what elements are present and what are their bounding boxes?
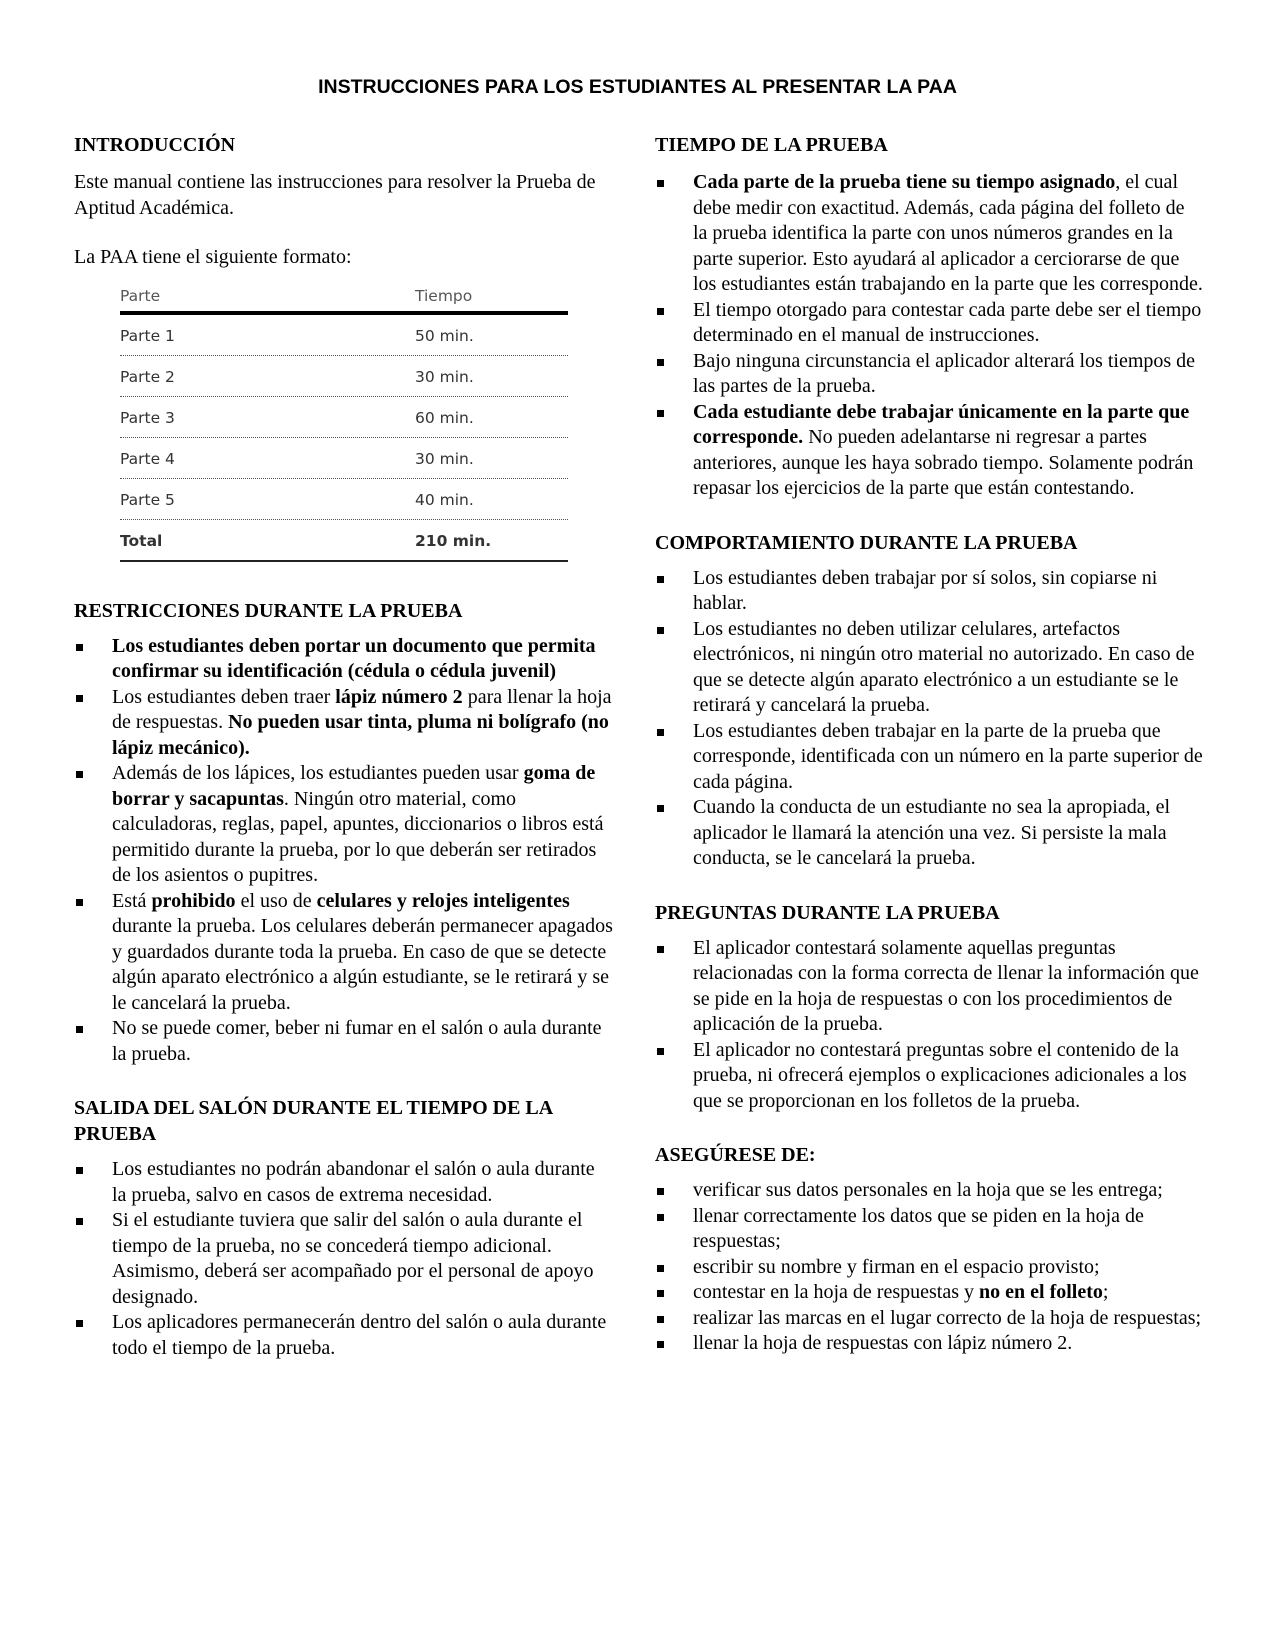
list-item: El aplicador contestará solamente aquellas preguntas relacionadas con la forma correcta de llenar la información que se pide en la hoja de respuestas o con los procedimientos de aplicación de la prueba. (655, 936, 1203, 1038)
table-row (120, 315, 568, 356)
bullet-icon (76, 1026, 83, 1033)
bullet-icon (76, 644, 83, 651)
list-item: Bajo ninguna circunstancia el aplicador alterará los tiempos de las partes de la prueba. (655, 349, 1203, 400)
list-item: Cada parte de la prueba tiene su tiempo asignado, el cual debe medir con exactitud. Además, cada página del folleto de la prueba identifica la parte con unos números grandes en la parte superior. Esto ayudará al aplicador a cerciorarse de que los estudiantes están trabajando en la parte que les corresponde. (655, 170, 1203, 298)
list-item: Está prohibido el uso de celulares y relojes inteligentes durante la prueba. Los celulares deberán permanecer apagados y guardados durante toda la prueba. En caso de que se detecte algún aparato electrónico a algún estudiante, se le retirará y se le cancelará la prueba. (74, 889, 614, 1017)
bullet-icon (657, 805, 664, 812)
list-item: Los estudiantes deben traer lápiz número 2 para llenar la hoja de respuestas. No pueden usar tinta, pluma ni bolígrafo (no lápiz mecánico). (74, 685, 614, 762)
asegurese-list (655, 1178, 1203, 1357)
table-header (120, 281, 568, 315)
list-item: Cuando la conducta de un estudiante no sea la apropiada, el aplicador le llamará la atención una vez. Si persiste la mala conducta, se le cancelará la prueba. (655, 795, 1203, 872)
table-row (120, 356, 568, 397)
list-item: Los estudiantes no podrán abandonar el salón o aula durante la prueba, salvo en casos de extrema necesidad. (74, 1157, 614, 1208)
format-table (120, 281, 568, 562)
bullet-icon (76, 899, 83, 906)
list-item: Los estudiantes deben trabajar en la parte de la prueba que corresponde, identificada con un número en la parte superior de cada página. (655, 719, 1203, 796)
bullet-icon (657, 1290, 664, 1297)
table-row (120, 397, 568, 438)
list-item: contestar en la hoja de respuestas y no en el folleto; (655, 1280, 1203, 1306)
bullet-icon (76, 771, 83, 778)
table-total-row (120, 520, 568, 562)
row-time: 60 min. (415, 408, 474, 427)
preguntas-heading: PREGUNTAS DURANTE LA PRUEBA (655, 901, 1000, 924)
list-item: Cada estudiante debe trabajar únicamente en la parte que corresponde. No pueden adelantarse ni regresar a partes anteriores, aunque les haya sobrado tiempo. Solamente podrán repasar los ejercicios de la parte que están contestando. (655, 400, 1203, 502)
right-column (655, 132, 1203, 1357)
tiempo-list (655, 170, 1203, 502)
bullet-icon (657, 1341, 664, 1348)
list-item: llenar la hoja de respuestas con lápiz número 2. (655, 1331, 1203, 1357)
bullet-icon (657, 1214, 664, 1221)
restricciones-list (74, 634, 614, 1068)
bullet-icon (76, 1167, 83, 1174)
row-part: Parte 3 (120, 408, 175, 427)
row-time: 30 min. (415, 367, 474, 386)
row-time: 50 min. (415, 326, 474, 345)
list-item: Los aplicadores permanecerán dentro del salón o aula durante todo el tiempo de la prueba. (74, 1310, 614, 1361)
row-time: 40 min. (415, 490, 474, 509)
total-time: 210 min. (415, 531, 492, 550)
bullet-icon (657, 180, 664, 187)
tiempo-heading: TIEMPO DE LA PRUEBA (655, 134, 888, 156)
bullet-icon (76, 1218, 83, 1225)
table-row (120, 479, 568, 520)
salida-list (74, 1157, 614, 1361)
list-item: Los estudiantes deben trabajar por sí solos, sin copiarse ni hablar. (655, 566, 1203, 617)
intro-heading: INTRODUCCIÓN (74, 134, 236, 156)
left-column (74, 132, 614, 1361)
preguntas-list (655, 936, 1203, 1115)
list-item: El tiempo otorgado para contestar cada parte debe ser el tiempo determinado en el manual de instrucciones. (655, 298, 1203, 349)
header-parte: Parte (120, 286, 161, 305)
asegurese-heading: ASEGÚRESE DE: (655, 1144, 816, 1166)
bullet-icon (657, 359, 664, 366)
bullet-icon (657, 308, 664, 315)
row-part: Parte 5 (120, 490, 175, 509)
list-item: escribir su nombre y firman en el espacio provisto; (655, 1255, 1203, 1281)
salida-heading: SALIDA DEL SALÓN DURANTE EL TIEMPO DE LA PRUEBA (74, 1097, 553, 1145)
bullet-icon (657, 946, 664, 953)
bullet-icon (76, 695, 83, 702)
list-item: Además de los lápices, los estudiantes pueden usar goma de borrar y sacapuntas. Ningún otro material, como calculadoras, reglas, papel, apuntes, diccionarios o libros está permitido durante la prueba, por lo que deberán ser retirados de los asientos o pupitres. (74, 761, 614, 889)
bullet-icon (657, 1188, 664, 1195)
list-item: llenar correctamente los datos que se piden en la hoja de respuestas; (655, 1204, 1203, 1255)
list-item: Los estudiantes no deben utilizar celulares, artefactos electrónicos, ni ningún otro material no autorizado. En caso de que se detecte algún aparato electrónico a un estudiante se le retirará y cancelará la prueba. (655, 617, 1203, 719)
table-row (120, 438, 568, 479)
list-item: Los estudiantes deben portar un documento que permita confirmar su identificación (cédula o cédula juvenil) (74, 634, 614, 685)
bullet-icon (657, 1265, 664, 1272)
bullet-icon (76, 1320, 83, 1327)
header-tiempo: Tiempo (415, 286, 473, 305)
list-item: El aplicador no contestará preguntas sobre el contenido de la prueba, ni ofrecerá ejemplos o explicaciones adicionales a los que se proporcionan en los folletos de la prueba. (655, 1038, 1203, 1115)
bullet-icon (657, 576, 664, 583)
total-label: Total (120, 531, 163, 550)
bullet-icon (657, 729, 664, 736)
list-item: No se puede comer, beber ni fumar en el salón o aula durante la prueba. (74, 1016, 614, 1067)
row-part: Parte 1 (120, 326, 175, 345)
list-item: realizar las marcas en el lugar correcto de la hoja de respuestas; (655, 1306, 1203, 1332)
row-part: Parte 4 (120, 449, 175, 468)
list-item: Si el estudiante tuviera que salir del salón o aula durante el tiempo de la prueba, no se concederá tiempo adicional. Asimismo, deberá ser acompañado por el personal de apoyo designado. (74, 1208, 614, 1310)
intro-format-text: La PAA tiene el siguiente formato: (74, 246, 352, 268)
bullet-icon (657, 627, 664, 634)
document-title: INSTRUCCIONES PARA LOS ESTUDIANTES AL PRESENTAR LA PAA (318, 76, 957, 98)
list-item: verificar sus datos personales en la hoja que se les entrega; (655, 1178, 1203, 1204)
bullet-icon (657, 1048, 664, 1055)
bullet-icon (657, 410, 664, 417)
intro-paragraph: Este manual contiene las instrucciones para resolver la Prueba de Aptitud Académica. (74, 171, 596, 219)
bullet-icon (657, 1316, 664, 1323)
row-time: 30 min. (415, 449, 474, 468)
comportamiento-heading: COMPORTAMIENTO DURANTE LA PRUEBA (655, 531, 1078, 554)
row-part: Parte 2 (120, 367, 175, 386)
comportamiento-list (655, 566, 1203, 872)
restricciones-heading: RESTRICCIONES DURANTE LA PRUEBA (74, 599, 463, 622)
